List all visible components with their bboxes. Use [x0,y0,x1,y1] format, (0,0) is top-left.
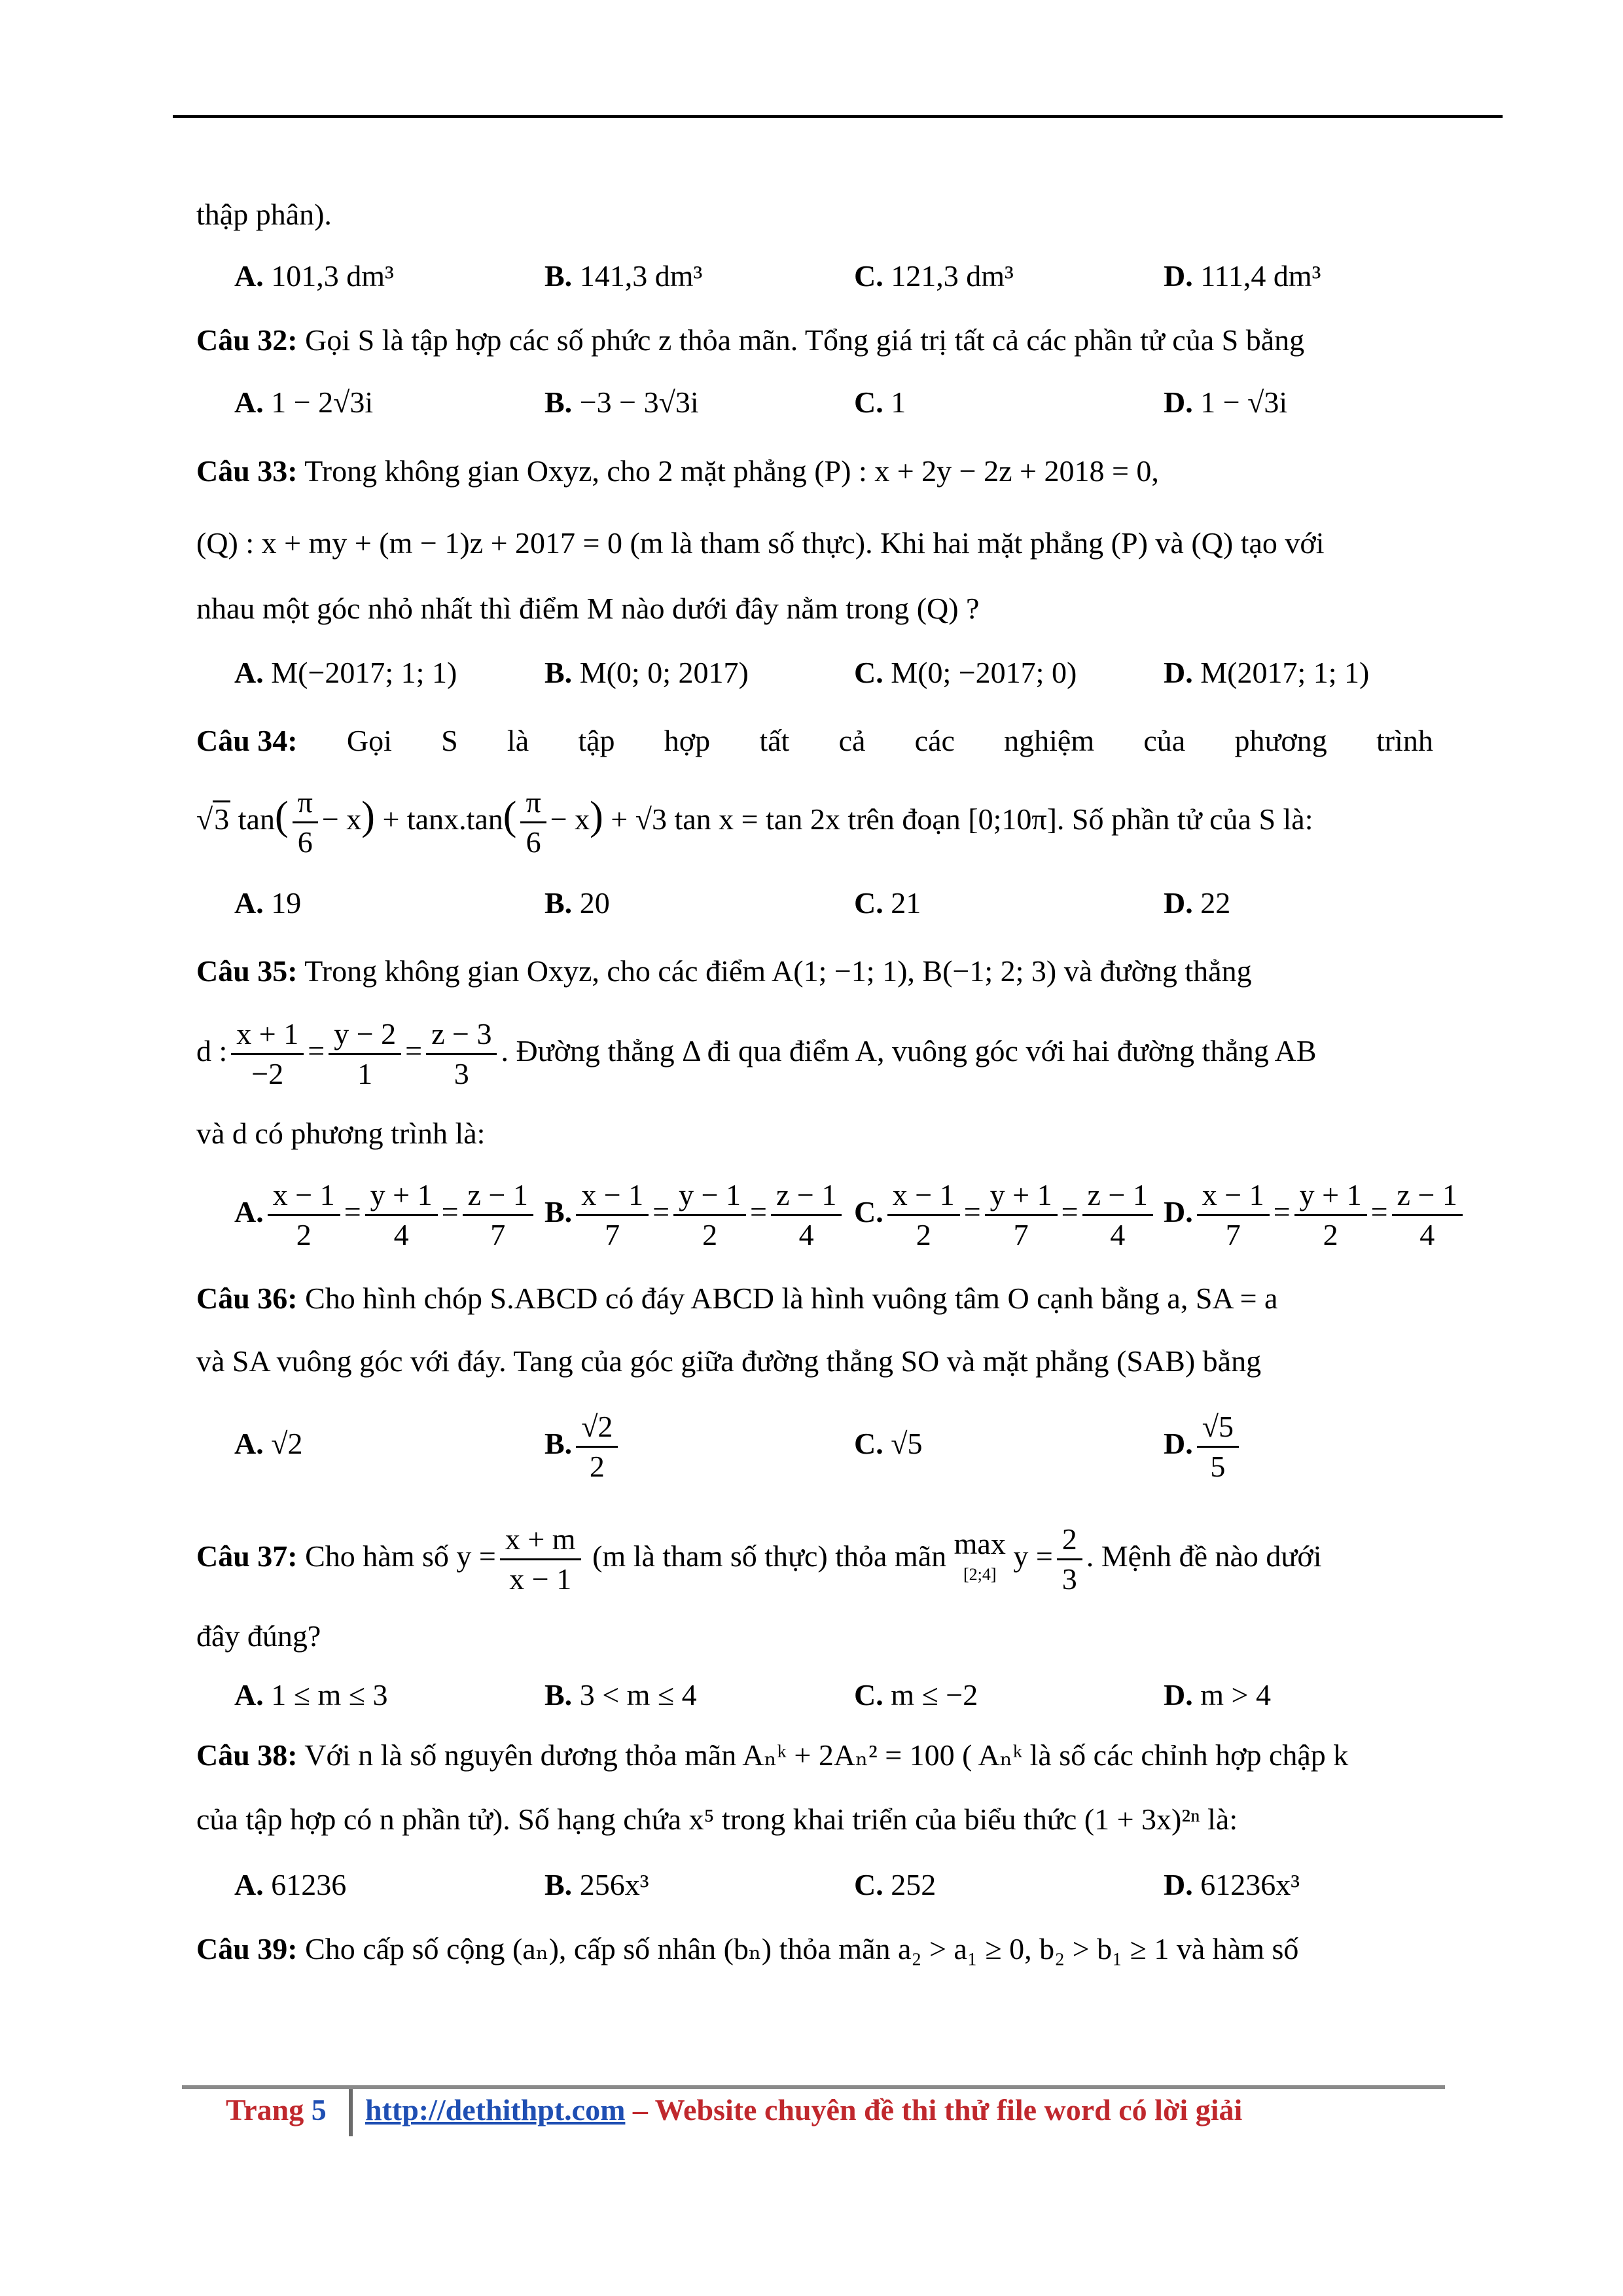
q35-stem-line1: Câu 35: Trong không gian Oxyz, cho các điểm A(1; −1; 1), B(−1; 2; 3) và đường thẳng [196,954,1252,988]
q33-option-b: B. M(0; 0; 2017) [544,656,749,689]
footer-website [365,2092,1242,2128]
q37-option-d: D. m > 4 [1164,1678,1271,1712]
q38-option-a: A. 61236 [234,1868,347,1901]
q36-option-b: B. $\frac{√2}{2}$ [544,1405,622,1486]
q31-option-c: C. 121,3 dm³ [854,259,1014,293]
q36-stem-line2: và SA vuông góc với đáy. Tang của góc giữa đường thẳng SO và mặt phẳng (SAB) bằng [196,1344,1262,1378]
q38-stem-line1: Câu 38: Với n là số nguyên dương thỏa mãn Aₙᵏ + 2Aₙ² = 100 ( Aₙᵏ là số các chỉnh hợp chập k [196,1738,1349,1772]
q35-line-d: d : $\frac{x + 1}{-2}$ = $\frac{y - 2}{1}$ = $\frac{z - 3}{3}$ . Đường thẳng Δ đi qua điểm A, vuông góc với hai đường thẳng AB [196,1012,1317,1093]
intro-text: thập phân). [196,198,332,231]
q31-option-d: D. 111,4 dm³ [1164,259,1321,293]
header-rule [173,115,1503,118]
q38-option-b: B. 256x³ [544,1868,649,1901]
q37-stem-line1: Câu 37: Cho hàm số y = $\frac{x + m}{x - 1}$ (m là tham số thực) thỏa mãn max [2;4] y = $\frac{2}{3}$ . Mệnh đề nào dưới [196,1517,1321,1598]
q37-stem-line2: đây đúng? [196,1619,321,1653]
q36-stem-line1: Câu 36: Cho hình chóp S.ABCD có đáy ABCD là hình vuông tâm O cạnh bằng a, SA = a [196,1282,1278,1315]
q31-option-a: A. 101,3 dm³ [234,259,394,293]
q34-option-c: C. 21 [854,886,921,920]
q37-option-b: B. 3 < m ≤ 4 [544,1678,697,1712]
q32-option-b: B. −3 − 3√3i [544,386,699,419]
q35-option-b: B. $\frac{x - 1}{7}$ = $\frac{y - 1}{2}$ = $\frac{z - 1}{4}$ [544,1173,846,1254]
q35-option-c: C. $\frac{x - 1}{2}$ = $\frac{y + 1}{7}$ = $\frac{z - 1}{4}$ [854,1173,1157,1254]
q35-stem-line3: và d có phương trình là: [196,1117,486,1150]
q36-option-d: D. $\frac{√5}{5}$ [1164,1405,1243,1486]
q37-option-c: C. m ≤ −2 [854,1678,978,1712]
q32-option-d: D. 1 − √3i [1164,386,1288,419]
q35-option-d: D. $\frac{x - 1}{7}$ = $\frac{y + 1}{2}$ = $\frac{z - 1}{4}$ [1164,1173,1467,1254]
q34-option-d: D. 22 [1164,886,1231,920]
q36-option-a: A. √2 [234,1427,303,1460]
q37-option-a: A. 1 ≤ m ≤ 3 [234,1678,388,1712]
q32-option-c: C. 1 [854,386,906,419]
q33-stem-line2: (Q) : x + my + (m − 1)z + 2017 = 0 (m là tham số thực). Khi hai mặt phẳng (P) và (Q) tạo với [196,526,1325,560]
q31-option-b: B. 141,3 dm³ [544,259,703,293]
footer-rule [182,2085,1445,2089]
q33-option-d: D. M(2017; 1; 1) [1164,656,1370,689]
q33-stem-line1: Câu 33: Trong không gian Oxyz, cho 2 mặt phẳng (P) : x + 2y − 2z + 2018 = 0, [196,454,1159,488]
q32-option-a: A. 1 − 2√3i [234,386,374,419]
q39-stem-line1: Câu 39: Cho cấp số cộng (aₙ), cấp số nhân (bₙ) thỏa mãn a₂ > a₁ ≥ 0, b₂ > b₁ ≥ 1 và hàm số [196,1932,1299,1965]
q33-stem-line3: nhau một góc nhỏ nhất thì điểm M nào dưới đây nằm trong (Q) ? [196,592,980,625]
q33-option-c: C. M(0; −2017; 0) [854,656,1077,689]
q34-equation: √3 tan( $\frac{\pi}{6}$ − x) + tanx.tan( $\frac{\pi}{6}$ − x) + √3 tan x = tan 2x trên đoạn [0;10π]. Số phần tử của S là: [196,780,1313,861]
q34-option-a: A. 19 [234,886,302,920]
footer-tagline: – Website chuyên đề thi thử file word có lời giải [625,2093,1243,2126]
q34-option-b: B. 20 [544,886,610,920]
footer-url-link[interactable]: http://dethithpt.com [365,2093,626,2126]
q33-option-a: A. M(−2017; 1; 1) [234,656,457,689]
footer-page: Trang 5 [226,2093,327,2126]
q34-stem-line1: Câu 34: Gọi S là tập hợp tất cả các nghiệm của phương trình [196,724,1433,757]
q38-option-d: D. 61236x³ [1164,1868,1300,1901]
q38-stem-line2: của tập hợp có n phần tử). Số hạng chứa x⁵ trong khai triển của biểu thức (1 + 3x)²ⁿ là: [196,1803,1238,1836]
footer-separator [349,2089,353,2136]
q32-stem: Câu 32: Gọi S là tập hợp các số phức z thỏa mãn. Tổng giá trị tất cả các phần tử của S bằng [196,323,1305,357]
q35-option-a: A. $\frac{x - 1}{2}$ = $\frac{y + 1}{4}$ = $\frac{z - 1}{7}$ [234,1173,537,1254]
q36-option-c: C. √5 [854,1427,923,1460]
q38-option-c: C. 252 [854,1868,936,1901]
